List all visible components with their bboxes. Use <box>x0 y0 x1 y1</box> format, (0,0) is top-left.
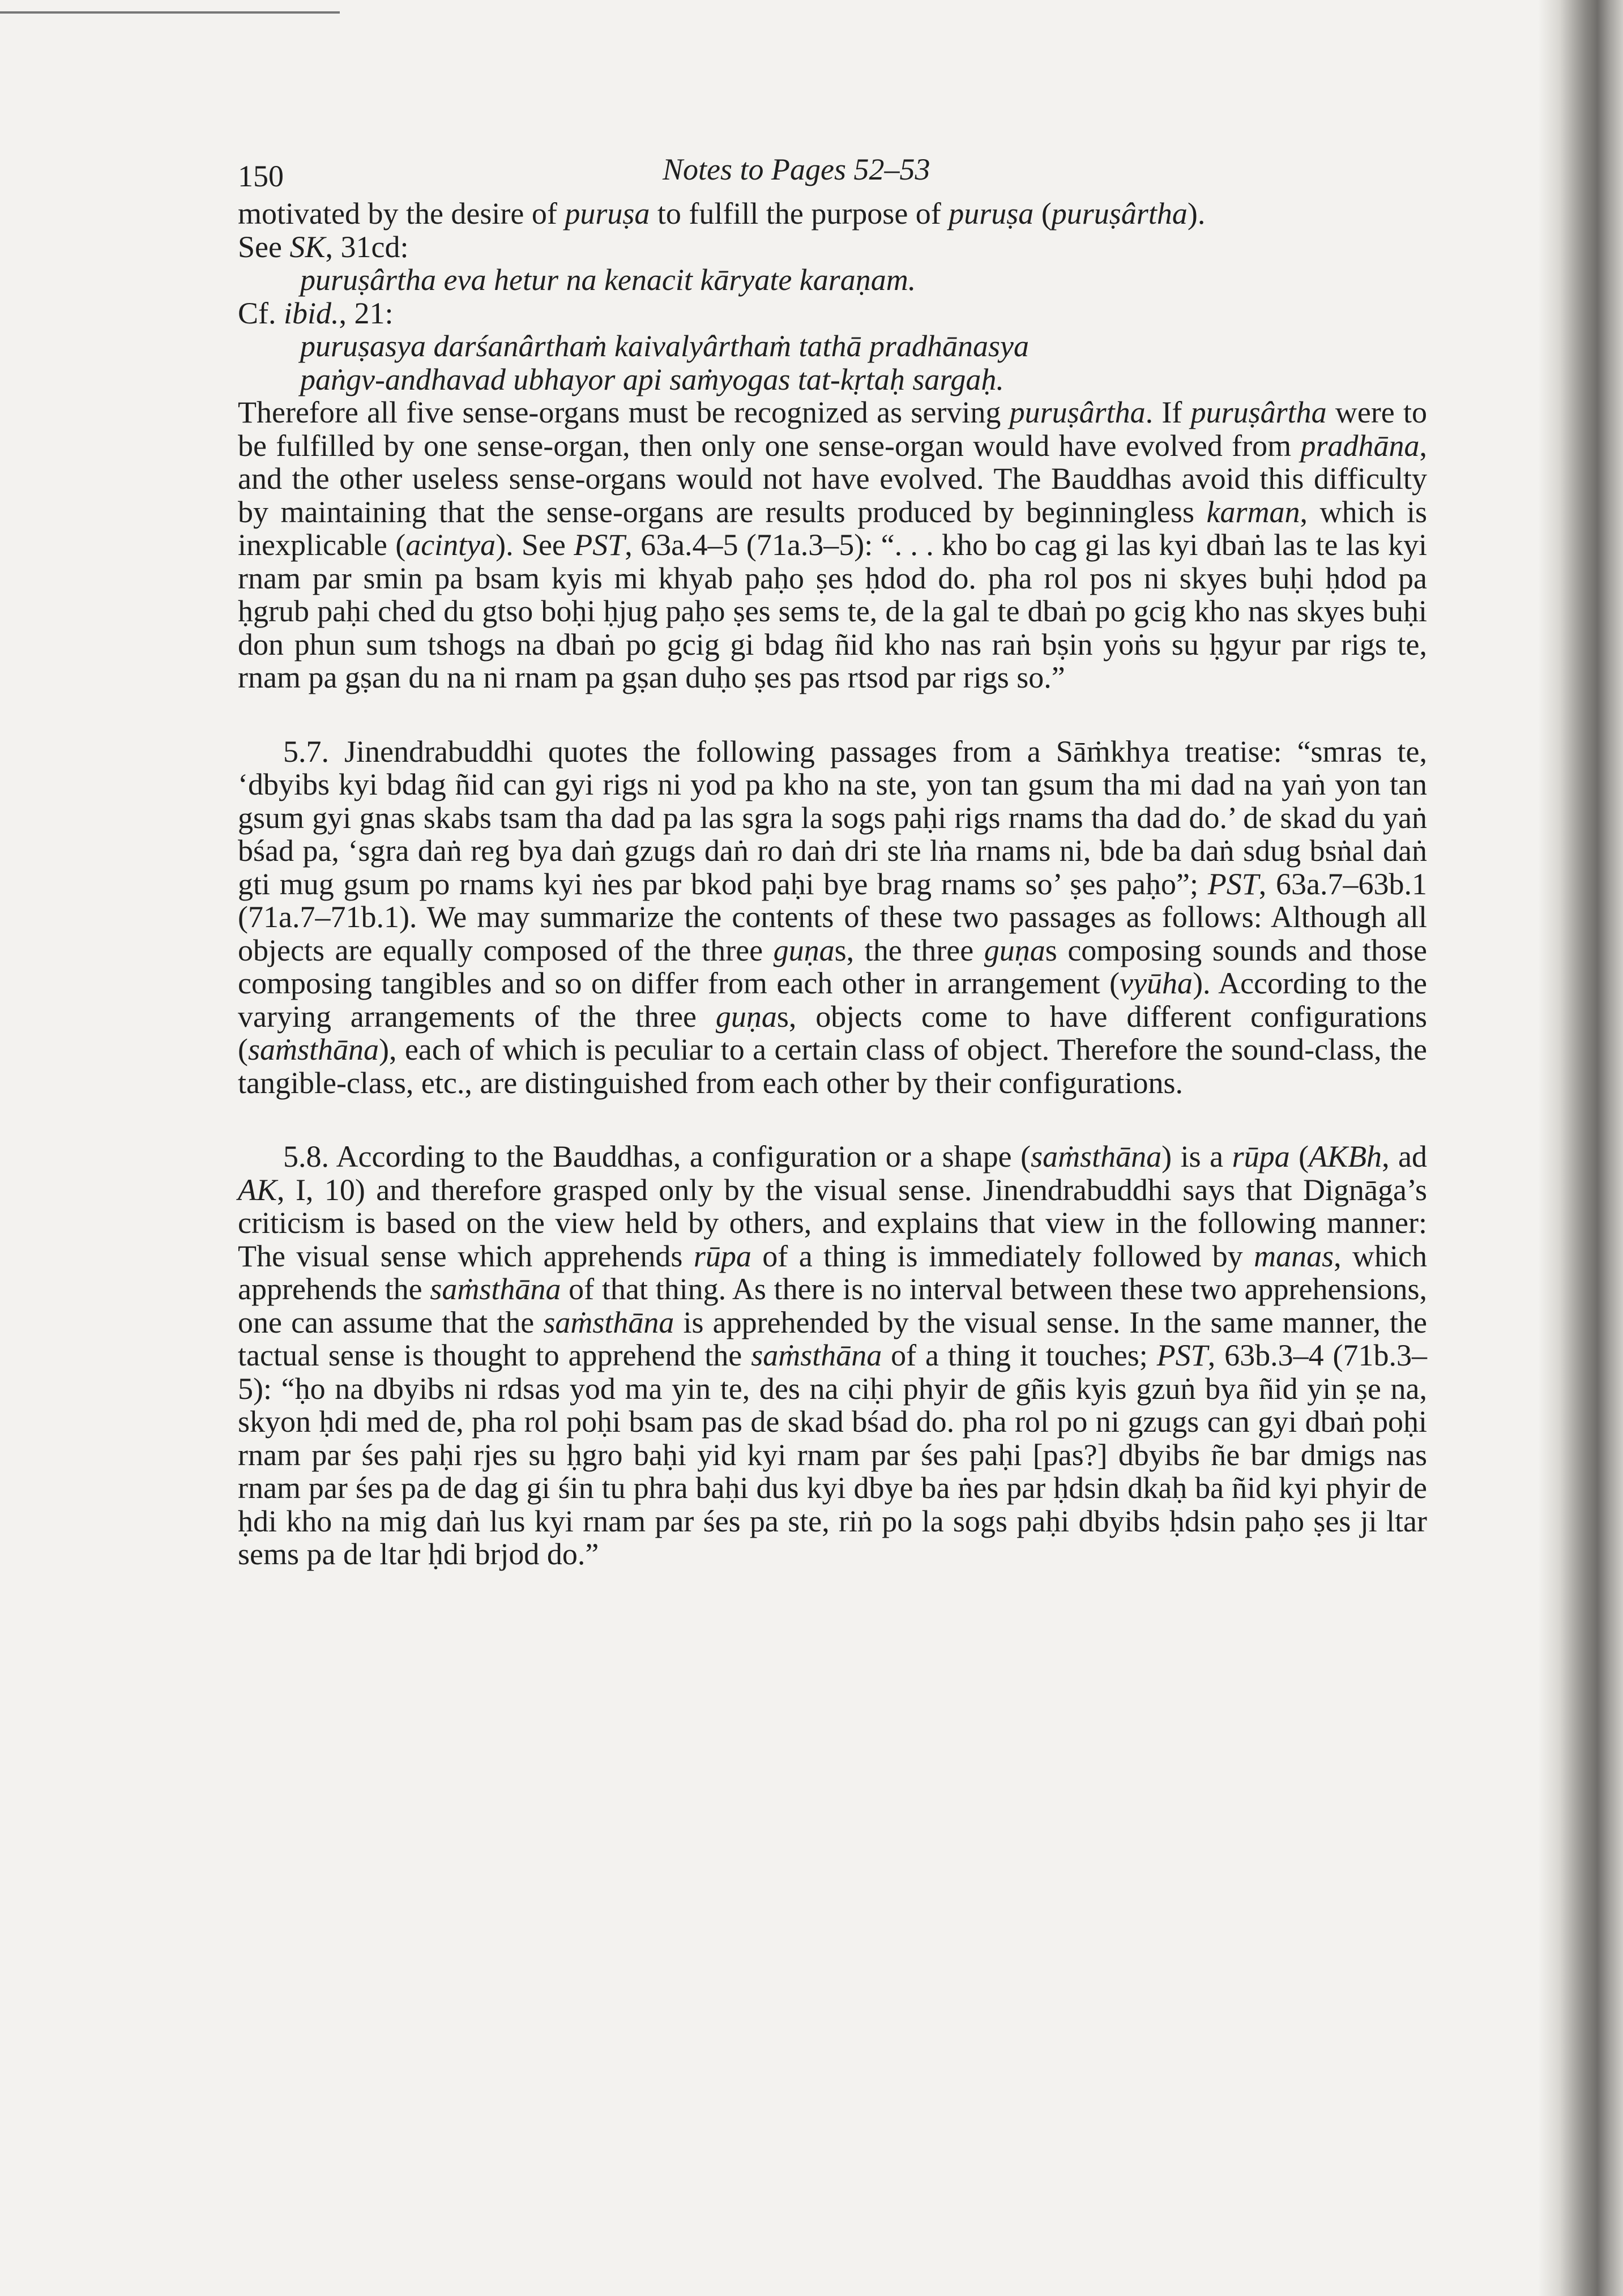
italic-term: guṇa <box>773 933 835 967</box>
page-header <box>238 147 1427 193</box>
italic-term: guṇa <box>715 999 777 1034</box>
paragraph-gap <box>238 1099 1427 1140</box>
text-run: , I, 10) and therefore grasped only by the visual sense. Jinendrabuddhi says that Dignāga’s criticism is based on the view held by others, and explains that view in the following manner: The visual sense which apprehends <box>238 1172 1427 1273</box>
italic-term: rūpa <box>693 1239 751 1273</box>
text-run: , which apprehends the <box>238 1239 1427 1306</box>
abbrev-ibid: ibid. <box>284 296 339 330</box>
abbrev-akbh: AKBh <box>1309 1140 1382 1173</box>
verse-quotation: puruṣârtha eva hetur na kenacit kāryate karaṇam. <box>300 263 916 297</box>
italic-term: vyūha <box>1120 966 1193 1000</box>
page-number: 150 <box>238 159 284 193</box>
note-5-7 <box>238 735 1427 1100</box>
cf-reference <box>238 297 1427 330</box>
continued-note-intro <box>238 197 1427 263</box>
text-run: , ad <box>1382 1140 1428 1173</box>
text-run: , 21: <box>339 296 394 330</box>
text-run: ) is a <box>1161 1140 1232 1173</box>
text-run: , 31cd: <box>325 229 409 264</box>
italic-term: guṇa <box>984 933 1045 967</box>
text-run: of that thing. As there is no interval between these two apprehensions, one can assume that the <box>238 1272 1427 1339</box>
text-run: s, objects come to have different configurations ( <box>238 999 1428 1066</box>
italic-term: saṁsthāna <box>543 1305 674 1339</box>
text-run: , 63a.4–5 (71a.3–5): “. . . kho bo cag gi las kyi dbaṅ las te las kyi rnam par smin pa bsam kyis mi khyab paḥo ṣes ḥdod do. pha rol pos ni skyes buḥi ḥdod pa ḥgrub paḥi ched du gtso boḥi ḥjug paḥo ṣes sems te, de la gal te dbaṅ po gcig kho nas skyes buḥi don phun sum tshogs na dbaṅ po gcig gi bdag ñid kho nas raṅ bṣin yoṅs su ḥgyur par rigs te, rnam pa gṣan du na ni rnam pa gṣan duḥo ṣes pas rtsod par rigs so.” <box>238 528 1428 694</box>
text-run: , 63a.7–63b.1 (71a.7–71b.1). We may summarize the contents of these two passages as follows: Although all objects are equally composed of the three <box>238 867 1428 967</box>
text-run: ( <box>1289 1140 1309 1173</box>
note-5-8 <box>238 1140 1427 1571</box>
italic-term: saṁsthāna <box>751 1338 882 1372</box>
text-run: 5.8. According to the Bauddhas, a configuration or a shape ( <box>283 1140 1031 1173</box>
page-body <box>238 147 1427 1571</box>
text-run: . If <box>1145 395 1191 429</box>
text-run: Therefore all five sense-organs must be recognized as serving <box>238 395 1010 429</box>
text-run: of a thing it touches; <box>882 1338 1157 1372</box>
paragraph-gap <box>238 694 1427 735</box>
verse-quotation: puruṣasya darśanârthaṁ kaivalyârthaṁ tathā pradhānasya <box>300 329 1029 363</box>
text-run: ). See <box>496 528 574 562</box>
italic-term: puruṣârtha <box>1051 197 1188 231</box>
abbrev-sk: SK <box>289 229 326 264</box>
text-run: ), each of which is peculiar to a certain class of object. Therefore the sound-class, the tangible-class, etc., are distinguished from each other by their configurations. <box>238 1032 1427 1100</box>
text-run: ). According to the varying arrangements of the three <box>238 966 1427 1034</box>
text-run: See <box>238 229 290 264</box>
text-run: s, the three <box>834 933 984 967</box>
italic-term: puruṣârtha <box>1190 395 1327 429</box>
text-run: of a thing is immediately followed by <box>751 1239 1254 1273</box>
abbrev-pst: PST <box>1207 867 1259 901</box>
text-run: were to be fulfilled by one sense-organ, then only one sense-organ would have evolved from <box>238 395 1428 463</box>
text-run: s composing sounds and those composing tangibles and so on differ from each other in arrangement ( <box>238 933 1427 1000</box>
abbrev-pst: PST <box>574 528 625 562</box>
italic-term: pradhāna <box>1300 428 1420 463</box>
text-run: , and the other useless sense-organs would not have evolved. The Bauddhas avoid this difficulty by maintaining that the sense-organs are results produced by beginningless <box>238 428 1427 529</box>
italic-term: karman <box>1206 494 1300 529</box>
italic-term: puruṣa <box>949 197 1034 231</box>
verse-quotation: paṅgv-andhavad ubhayor api saṁyogas tat-kṛtaḥ sargaḥ. <box>300 362 1004 396</box>
italic-term: saṁsthāna <box>1031 1140 1162 1173</box>
text-run: Cf. <box>238 296 284 330</box>
running-head: Notes to Pages 52–53 <box>663 152 930 186</box>
italic-term: rūpa <box>1232 1140 1290 1173</box>
text-run: ( <box>1033 197 1052 231</box>
text-run: motivated by the desire of <box>238 197 565 231</box>
text-run: to fulfill the purpose of <box>650 197 949 231</box>
italic-term: puruṣârtha <box>1009 395 1146 429</box>
text-run: is apprehended by the visual sense. In the same manner, the tactual sense is thought to apprehend the <box>238 1305 1427 1372</box>
italic-term: manas <box>1254 1239 1334 1273</box>
text-run: , which is inexplicable ( <box>238 494 1427 562</box>
italic-term: saṁsthāna <box>247 1032 379 1066</box>
italic-term: acintya <box>405 528 496 562</box>
abbrev-pst: PST <box>1156 1338 1208 1372</box>
text-run: 5.7. Jinendrabuddhi quotes the following passages from a Sāṁkhya treatise: “smras te, ‘dbyibs kyi bdag ñid can gyi rigs ni yod pa kho na ste, yon tan gsum tha mi dad na yaṅ yon tan gsum gyi gnas skabs tsam tha dad pa las sgra la sogs paḥi rigs rnams tha dad do.’ de skad du yaṅ bśad pa, ‘sgra daṅ reg bya daṅ gzugs daṅ ro daṅ dri ste lṅa rnams ni, bde ba daṅ sdug bsṅal daṅ gti mug gsum po rnams kyi ṅes par bkod paḥi bye brag rnams so’ ṣes paḥo”; <box>238 734 1427 901</box>
top-rule <box>0 11 340 14</box>
text-run: ). <box>1187 197 1206 231</box>
abbrev-ak: AK <box>238 1172 277 1207</box>
book-binding-shadow <box>1538 0 1623 2296</box>
text-run: , 63b.3–4 (71b.3–5): “ḥo na dbyibs ni rdsas yod ma yin te, des na ciḥi phyir de gñis kyis gzuṅ bya ñid yin ṣe na, skyon ḥdi med de, pha rol poḥi bsam pas de skad bśad do. pha rol po ni gzugs can gyi dbaṅ poḥi rnam par śes paḥi rjes su ḥgro baḥi yid kyi rnam par śes paḥi [pas?] dbyibs ñe bar dmigs nas rnam par śes pa de dag gi śin tu phra baḥi dus kyi dbye ba ṅes par ḥdsin dkaḥ ba ñid kyi phyir de ḥdi kho na mig daṅ lus kyi rnam par śes pa ste, riṅ po la sogs paḥi dbyibs ḥdsin paḥo ṣes ji ltar sems pa de ltar ḥdi brjod do.” <box>238 1338 1428 1571</box>
italic-term: puruṣa <box>565 197 650 231</box>
italic-term: saṁsthāna <box>430 1272 561 1306</box>
paragraph-sense-organs <box>238 396 1427 694</box>
